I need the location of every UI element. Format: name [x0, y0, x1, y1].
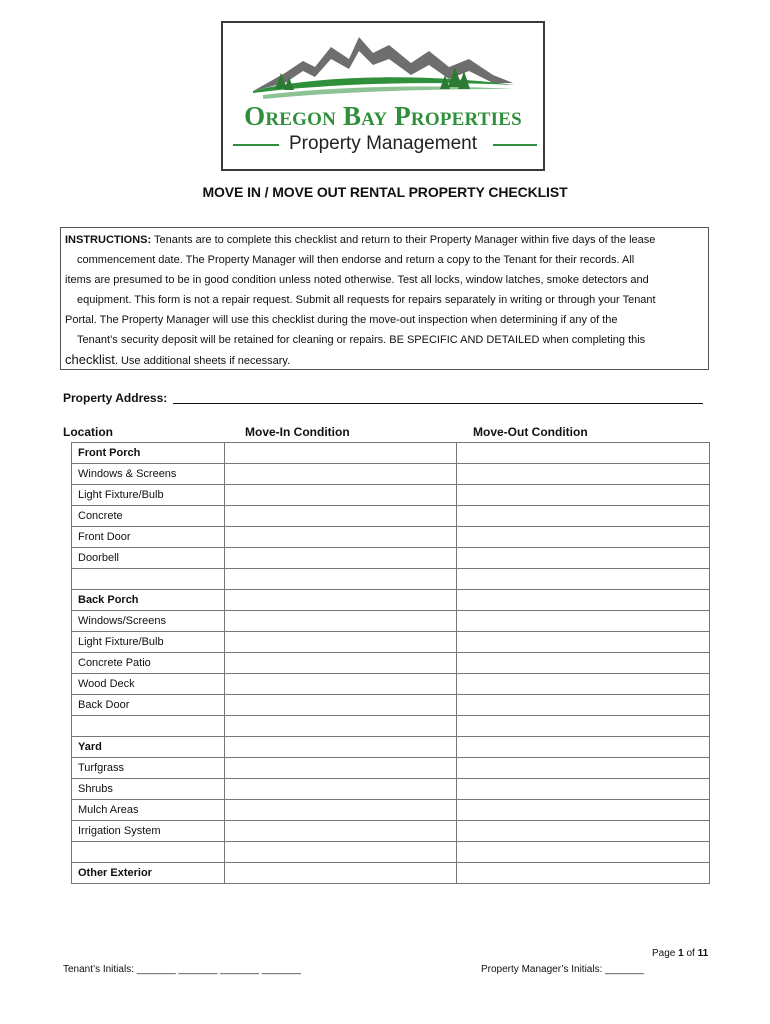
table-row [72, 548, 710, 569]
table-row [72, 695, 710, 716]
header-move-in: Move-In Condition [245, 425, 350, 439]
table-row [72, 800, 710, 821]
table-row [72, 716, 710, 737]
location-cell: Back Porch [72, 590, 225, 611]
move-in-condition-cell[interactable] [225, 842, 457, 863]
move-out-condition-cell[interactable] [457, 653, 710, 674]
move-in-condition-cell[interactable] [225, 485, 457, 506]
location-cell: Shrubs [72, 779, 225, 800]
location-cell: Wood Deck [72, 674, 225, 695]
table-row [72, 632, 710, 653]
location-cell: Windows/Screens [72, 611, 225, 632]
location-cell: Windows & Screens [72, 464, 225, 485]
property-address-line[interactable] [173, 403, 703, 404]
move-in-condition-cell[interactable] [225, 821, 457, 842]
move-out-condition-cell[interactable] [457, 548, 710, 569]
instructions-line-6: Tenant’s security deposit will be retained for cleaning or repairs. BE SPECIFIC AND DETAILED when completing this [77, 334, 646, 346]
location-cell: Other Exterior [72, 863, 225, 884]
move-in-condition-cell[interactable] [225, 674, 457, 695]
move-out-condition-cell[interactable] [457, 632, 710, 653]
company-logo [221, 21, 545, 171]
location-cell: Yard [72, 737, 225, 758]
instructions-line-1: INSTRUCTIONS: Tenants are to complete this checklist and return to their Property Manager within five days of the lease [65, 234, 656, 246]
location-cell: Mulch Areas [72, 800, 225, 821]
instructions-label: INSTRUCTIONS: [65, 234, 152, 246]
move-out-condition-cell[interactable] [457, 821, 710, 842]
move-out-condition-cell[interactable] [457, 674, 710, 695]
move-out-condition-cell[interactable] [457, 569, 710, 590]
move-in-condition-cell[interactable] [225, 527, 457, 548]
instructions-box [60, 227, 709, 370]
move-in-condition-cell[interactable] [225, 800, 457, 821]
table-row [72, 443, 710, 464]
instructions-line-5: Portal. The Property Manager will use this checklist during the move-out inspection when determining if any of the [65, 314, 618, 326]
checklist-table [71, 442, 710, 884]
table-row [72, 569, 710, 590]
move-out-condition-cell[interactable] [457, 611, 710, 632]
table-row [72, 821, 710, 842]
move-in-condition-cell[interactable] [225, 737, 457, 758]
move-out-condition-cell[interactable] [457, 464, 710, 485]
property-address-field[interactable] [63, 391, 703, 405]
move-out-condition-cell[interactable] [457, 716, 710, 737]
move-in-condition-cell[interactable] [225, 548, 457, 569]
table-row [72, 674, 710, 695]
move-in-condition-cell[interactable] [225, 716, 457, 737]
logo-company-name: Oregon Bay Properties [244, 101, 522, 131]
table-row [72, 527, 710, 548]
move-out-condition-cell[interactable] [457, 695, 710, 716]
move-out-condition-cell[interactable] [457, 737, 710, 758]
move-out-condition-cell[interactable] [457, 800, 710, 821]
location-cell: Doorbell [72, 548, 225, 569]
move-in-condition-cell[interactable] [225, 632, 457, 653]
location-cell: Front Door [72, 527, 225, 548]
manager-initials[interactable]: Property Manager’s Initials: _______ [481, 964, 645, 975]
move-in-condition-cell[interactable] [225, 569, 457, 590]
move-out-condition-cell[interactable] [457, 779, 710, 800]
page-number: Page 1 of 11 [652, 948, 709, 959]
move-in-condition-cell[interactable] [225, 863, 457, 884]
move-in-condition-cell[interactable] [225, 611, 457, 632]
instructions-line-7: checklist. Use additional sheets if necessary. [65, 352, 291, 367]
table-row [72, 842, 710, 863]
move-in-condition-cell[interactable] [225, 464, 457, 485]
table-row [72, 653, 710, 674]
move-in-condition-cell[interactable] [225, 779, 457, 800]
location-cell: Concrete Patio [72, 653, 225, 674]
move-in-condition-cell[interactable] [225, 443, 457, 464]
property-address-label: Property Address: [63, 391, 168, 405]
table-row [72, 464, 710, 485]
table-row [72, 863, 710, 884]
location-cell [72, 569, 225, 590]
instructions-line-3: items are presumed to be in good condition unless noted otherwise. Test all locks, window latches, smoke detectors and [65, 274, 649, 286]
move-out-condition-cell[interactable] [457, 863, 710, 884]
move-out-condition-cell[interactable] [457, 506, 710, 527]
move-out-condition-cell[interactable] [457, 527, 710, 548]
table-row [72, 758, 710, 779]
location-cell: Irrigation System [72, 821, 225, 842]
instructions-line-2: commencement date. The Property Manager will then endorse and return a copy to the Tenant for their records. All [77, 254, 635, 266]
instructions-line-4: equipment. This form is not a repair request. Submit all requests for repairs separately in writing or through your Tenant [77, 294, 656, 306]
logo-divider-right [493, 144, 537, 146]
move-out-condition-cell[interactable] [457, 842, 710, 863]
logo-subtitle: Property Management [289, 133, 477, 154]
table-row [72, 737, 710, 758]
header-location: Location [63, 425, 113, 439]
move-in-condition-cell[interactable] [225, 758, 457, 779]
location-cell [72, 716, 225, 737]
move-out-condition-cell[interactable] [457, 758, 710, 779]
move-in-condition-cell[interactable] [225, 590, 457, 611]
location-cell: Light Fixture/Bulb [72, 632, 225, 653]
move-out-condition-cell[interactable] [457, 443, 710, 464]
header-move-out: Move-Out Condition [473, 425, 588, 439]
document-title: MOVE IN / MOVE OUT RENTAL PROPERTY CHECKLIST [202, 184, 568, 200]
location-cell: Turfgrass [72, 758, 225, 779]
location-cell: Concrete [72, 506, 225, 527]
table-row [72, 506, 710, 527]
table-row [72, 611, 710, 632]
move-in-condition-cell[interactable] [225, 653, 457, 674]
location-cell: Light Fixture/Bulb [72, 485, 225, 506]
location-cell: Back Door [72, 695, 225, 716]
location-cell: Front Porch [72, 443, 225, 464]
move-out-condition-cell[interactable] [457, 590, 710, 611]
table-row [72, 779, 710, 800]
location-cell [72, 842, 225, 863]
table-row [72, 485, 710, 506]
move-in-condition-cell[interactable] [225, 695, 457, 716]
move-out-condition-cell[interactable] [457, 485, 710, 506]
tenant-initials[interactable]: Tenant’s Initials: _______ _______ _______ _______ [63, 964, 301, 975]
move-in-condition-cell[interactable] [225, 506, 457, 527]
table-row [72, 590, 710, 611]
